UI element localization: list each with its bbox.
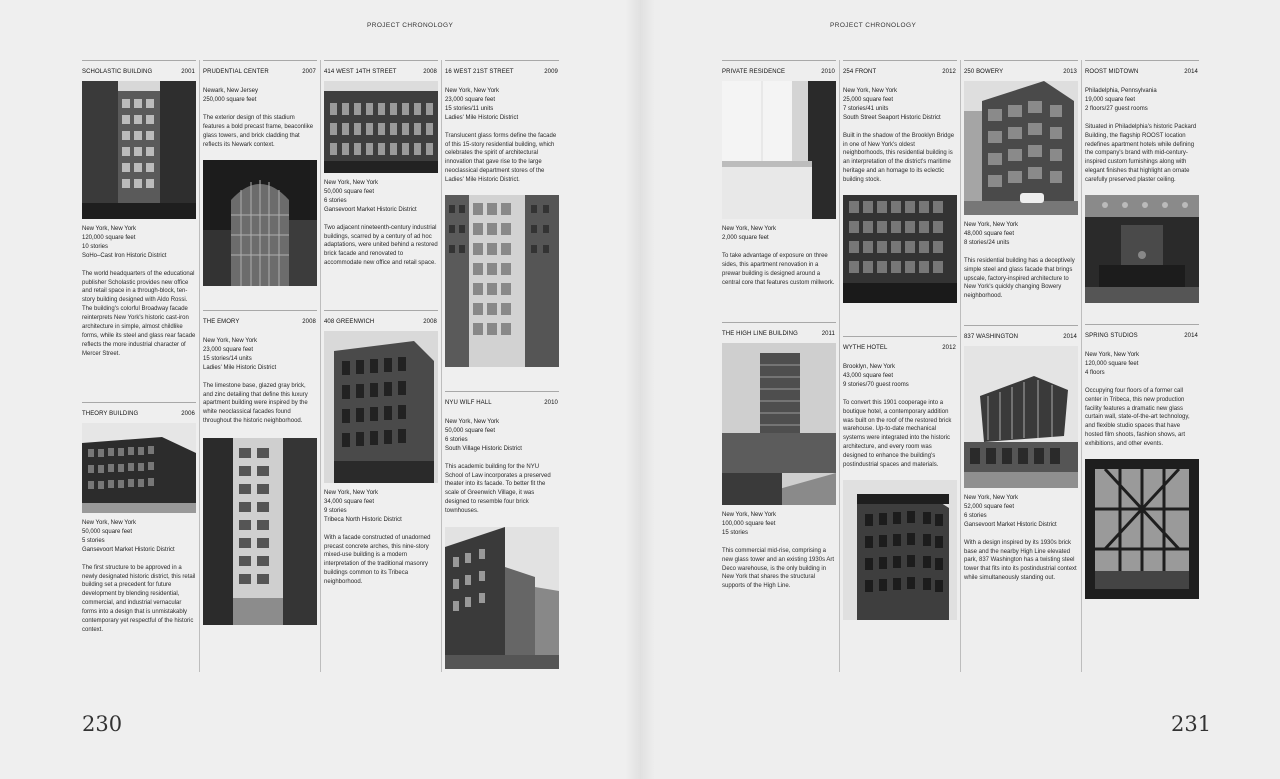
project-description: The limestone base, glazed gray brick, and zinc detailing that define this luxury apartment building were inspired by the white neoclassical facades found throughout the historic neighborhood. <box>203 382 308 425</box>
project-837-washington <box>964 325 1078 583</box>
project-photo <box>82 423 196 513</box>
project-photo <box>324 331 438 483</box>
project-photo <box>445 527 559 669</box>
project-roost-midtown <box>1085 60 1199 303</box>
project-description: To convert this 1901 cooperage into a boutique hotel, a contemporary addition was built on the roof of the restored brick warehouse. Up-to-date mechanical systems were integrated into the historic architecture, and every room was designed to enhance the building's postindustrial spaces and materials. <box>843 399 952 469</box>
page-number-right: 231 <box>1171 712 1212 736</box>
project-facts: New York, New York 34,000 square feet 9 stories Tribeca North Historic District <box>324 490 402 523</box>
project-description: Translucent glass forms define the facade of this 15-story residential building, which celebrates the spirit of architectural innovation that gave rise to the large neoclassical department stores of the Ladies' Mile Historic District. <box>445 132 557 184</box>
project-254-front <box>843 60 957 303</box>
project-theory-building <box>82 402 196 635</box>
project-spring-studios <box>1085 324 1199 599</box>
project-facts: New York, New York 2,000 square feet <box>722 226 777 241</box>
project-year: 2014 <box>1184 69 1198 75</box>
project-year: 2010 <box>821 69 835 75</box>
project-photo <box>843 195 957 303</box>
project-facts: New York, New York 50,000 square feet 6 stories Gansevoort Market Historic District <box>324 180 417 213</box>
project-facts: New York, New York 23,000 square feet 15 stories/14 units Ladies' Mile Historic District <box>203 338 277 371</box>
project-facts: Brooklyn, New York 43,000 square feet 9 stories/70 guest rooms <box>843 364 909 388</box>
project-414-west-14th-street <box>324 60 438 268</box>
project-title: THE EMORY <box>203 319 240 325</box>
project-photo <box>964 346 1078 488</box>
project-facts: New York, New York 120,000 square feet 4 floors <box>1085 352 1140 376</box>
project-description: Situated in Philadelphia's historic Packard Building, the flagship ROOST location redefines apartment hotels while defining the company's brand with mid-century-inspired custom furnishings along with elegant finishes that highlight an ornate carefully preserved plaster ceiling. <box>1085 123 1197 184</box>
project-year: 2008 <box>423 69 437 75</box>
project-the-high-line-building <box>722 322 836 591</box>
project-title: 250 BOWERY <box>964 69 1004 75</box>
project-year: 2010 <box>544 400 558 406</box>
project-description: The world headquarters of the educational publisher Scholastic provides new office and retail space in a through-block, ten-story building designed with Aldo Rossi. The building's colorful Broadway facade reinterprets New York's historic cast-iron architecture in simple, almost childlike forms, while its steel and glass rear facade reflects the more industrial character of Mercer Street. <box>82 270 196 357</box>
project-facts: New York, New York 23,000 square feet 15 stories/11 units Ladies' Mile Historic District <box>445 88 519 121</box>
project-title: 408 GREENWICH <box>324 319 375 325</box>
project-title: SCHOLASTIC BUILDING <box>82 69 153 75</box>
project-title: THE HIGH LINE BUILDING <box>722 331 798 337</box>
project-year: 2001 <box>181 69 195 75</box>
project-prudential-center <box>203 60 317 286</box>
page-number-left: 230 <box>82 712 123 736</box>
project-year: 2014 <box>1063 334 1077 340</box>
project-title: 254 FRONT <box>843 69 877 75</box>
project-photo <box>445 195 559 367</box>
project-photo <box>843 480 957 620</box>
project-description: This residential building has a deceptively simple steel and glass facade that brings upscale, factory-inspired architecture to New York's quickly changing Bowery neighborhood. <box>964 257 1075 300</box>
running-head-right: PROJECT CHRONOLOGY <box>830 22 917 29</box>
project-private-residence <box>722 60 836 287</box>
project-facts: New York, New York 52,000 square feet 6 stories Gansevoort Market Historic District <box>964 495 1057 528</box>
project-description: The first structure to be approved in a newly designated historic district, this retail building set a precedent for future development by blending residential, commercial, and industrial vernacular forms into a design that is unmistakably contemporary yet respectful of the historic context. <box>82 564 196 633</box>
project-photo <box>203 160 317 286</box>
project-title: 16 WEST 21ST STREET <box>445 69 514 75</box>
project-photo <box>82 81 196 219</box>
project-title: PRIVATE RESIDENCE <box>722 69 786 75</box>
project-title: ROOST MIDTOWN <box>1085 69 1139 75</box>
project-photo <box>1085 459 1199 599</box>
project-year: 2008 <box>423 319 437 325</box>
gutter-shadow <box>625 0 655 779</box>
column-rule <box>199 60 200 672</box>
project-year: 2007 <box>302 69 316 75</box>
column-rule <box>441 60 442 672</box>
project-facts: Philadelphia, Pennsylvania 19,000 square feet 2 floors/27 guest rooms <box>1085 88 1157 112</box>
project-the-emory <box>203 310 317 625</box>
project-title: WYTHE HOTEL <box>843 345 888 351</box>
project-description: Two adjacent nineteenth-century industrial buildings, scarred by a century of ad hoc adaptations, were united behind a restored brick facade and renovated to accommodate new office and retail space. <box>324 224 438 267</box>
project-16-west-21st-street <box>445 60 559 367</box>
project-description: With a facade constructed of unadorned precast concrete arches, this nine-story mixed-use building is a modern interpretation of the traditional masonry buildings common to its Tribeca neighborhood. <box>324 534 431 586</box>
project-description: Occupying four floors of a former call center in Tribeca, this new production facility features a dramatic new glass curtain wall, state-of-the-art technology, and flexible studio spaces that have hosted film shoots, fashion shows, art exhibitions, and other events. <box>1085 387 1190 448</box>
project-facts: New York, New York 50,000 square feet 6 stories South Village Historic District <box>445 419 522 452</box>
project-description: This commercial mid-rise, comprising a new glass tower and an existing 1930s Art Deco warehouse, is the only building in New York that shares the structural supports of the High Line. <box>722 547 835 590</box>
project-title: PRUDENTIAL CENTER <box>203 69 269 75</box>
project-year: 2012 <box>942 69 956 75</box>
project-year: 2011 <box>821 331 835 337</box>
project-year: 2006 <box>181 411 195 417</box>
project-wythe-hotel <box>843 336 957 620</box>
project-facts: New York, New York 120,000 square feet 10 stories SoHo–Cast Iron Historic District <box>82 226 167 259</box>
project-title: 414 WEST 14TH STREET <box>324 69 397 75</box>
project-title: NYU WILF HALL <box>445 400 492 406</box>
running-head-left: PROJECT CHRONOLOGY <box>367 22 454 29</box>
project-photo <box>203 438 317 625</box>
project-photo <box>324 81 438 173</box>
column-rule <box>960 60 961 672</box>
project-scholastic-building <box>82 60 196 359</box>
project-title: SPRING STUDIOS <box>1085 333 1138 339</box>
project-description: To take advantage of exposure on three sides, this apartment renovation in a prewar building is designed around a central core that features custom millwork. <box>722 252 835 286</box>
project-photo <box>722 343 836 505</box>
column-rule <box>839 60 840 672</box>
project-facts: New York, New York 100,000 square feet 15 stories <box>722 512 777 536</box>
project-photo <box>964 81 1078 215</box>
column-rule <box>1081 60 1082 672</box>
project-title: 837 WASHINGTON <box>964 334 1019 340</box>
project-year: 2008 <box>302 319 316 325</box>
project-year: 2014 <box>1184 333 1198 339</box>
project-year: 2012 <box>942 345 956 351</box>
project-408-greenwich <box>324 310 438 587</box>
project-title: THEORY BUILDING <box>82 411 139 417</box>
project-facts: New York, New York 50,000 square feet 5 stories Gansevoort Market Historic District <box>82 520 175 553</box>
project-description: Built in the shadow of the Brooklyn Bridge in one of New York's oldest neighborhoods, this residential building is an interpretation of the district's maritime heritage and an homage to its eclectic building stock. <box>843 132 955 184</box>
column-rule <box>320 60 321 672</box>
project-facts: New York, New York 48,000 square feet 8 stories/24 units <box>964 222 1019 246</box>
project-description: With a design inspired by its 1930s brick base and the nearby High Line elevated park, 837 Washington has a twisting steel tower that fits into its postindustrial context while simultaneously standing out. <box>964 539 1077 582</box>
project-year: 2009 <box>544 69 558 75</box>
project-description: This academic building for the NYU School of Law incorporates a preserved theater into its facade. To better fit the scale of Greenwich Village, it was designed to resemble four brick townhouses. <box>445 463 551 515</box>
project-facts: New York, New York 25,000 square feet 7 stories/41 units South Street Seaport Historic District <box>843 88 941 121</box>
project-description: The exterior design of this stadium features a bold precast frame, beaconlike glass towers, and brick cladding that reflects its Newark context. <box>203 114 314 148</box>
project-nyu-wilf-hall <box>445 391 559 669</box>
project-year: 2013 <box>1063 69 1077 75</box>
project-250-bowery <box>964 60 1078 301</box>
project-photo <box>722 81 836 219</box>
project-facts: Newark, New Jersey 250,000 square feet <box>203 88 259 103</box>
project-photo <box>1085 195 1199 303</box>
